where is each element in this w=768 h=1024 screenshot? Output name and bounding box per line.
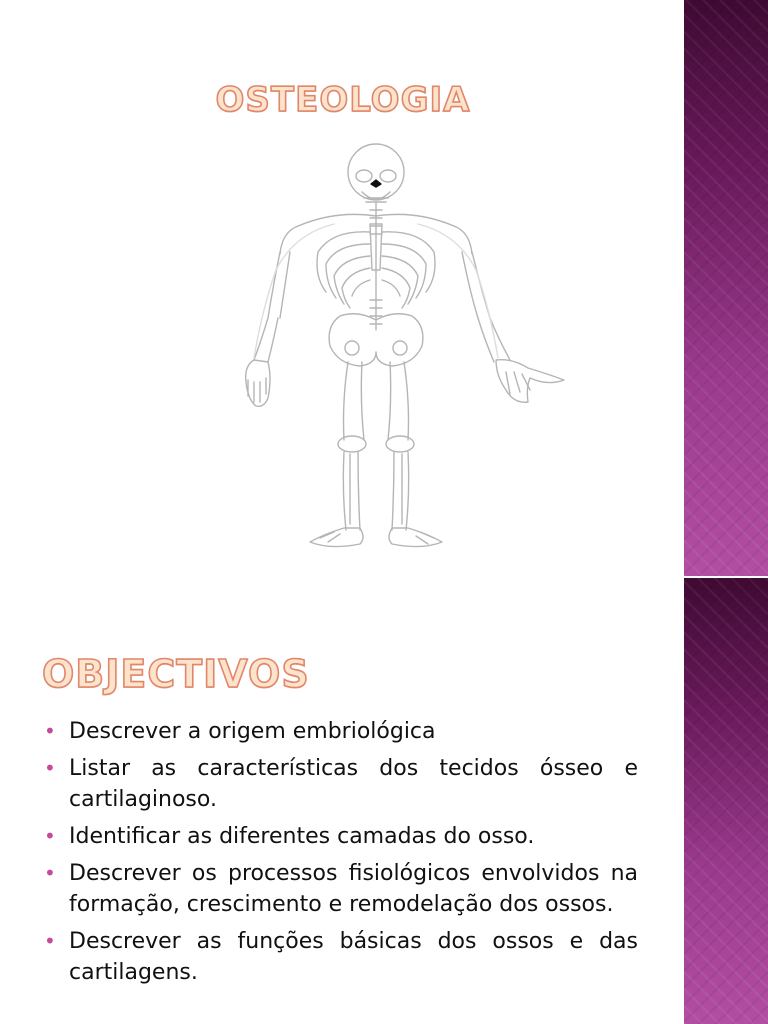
- decorative-side-band: [684, 578, 768, 1024]
- list-item: [44, 753, 638, 815]
- bullet-icon: •: [44, 929, 56, 953]
- bullet-icon: •: [44, 824, 56, 848]
- list-item: [44, 858, 638, 920]
- list-item-text: Descrever as funções básicas dos ossos e das cartilagens.: [69, 929, 638, 985]
- bullet-icon: •: [44, 719, 56, 743]
- bullet-icon: •: [44, 861, 56, 885]
- bullet-list: [44, 716, 638, 994]
- skeleton-illustration: [230, 140, 586, 552]
- decorative-side-band: [684, 0, 768, 576]
- list-item-text: Descrever os processos fisiológicos envolvidos na formação, crescimento e remodelação dos ossos.: [69, 861, 638, 917]
- bullet-icon: •: [44, 756, 56, 780]
- list-item: [44, 716, 638, 747]
- list-item: [44, 821, 638, 852]
- slide-objectivos: [0, 578, 768, 1024]
- list-item-text: Identificar as diferentes camadas do osso.: [69, 824, 535, 849]
- slide-title: OSTEOLOGIA: [215, 80, 471, 120]
- list-item-text: Listar as características dos tecidos ósseo e cartilaginoso.: [69, 756, 638, 812]
- list-item-text: Descrever a origem embriológica: [69, 719, 436, 744]
- slide-title: OBJECTIVOS: [42, 652, 310, 696]
- list-item: [44, 926, 638, 988]
